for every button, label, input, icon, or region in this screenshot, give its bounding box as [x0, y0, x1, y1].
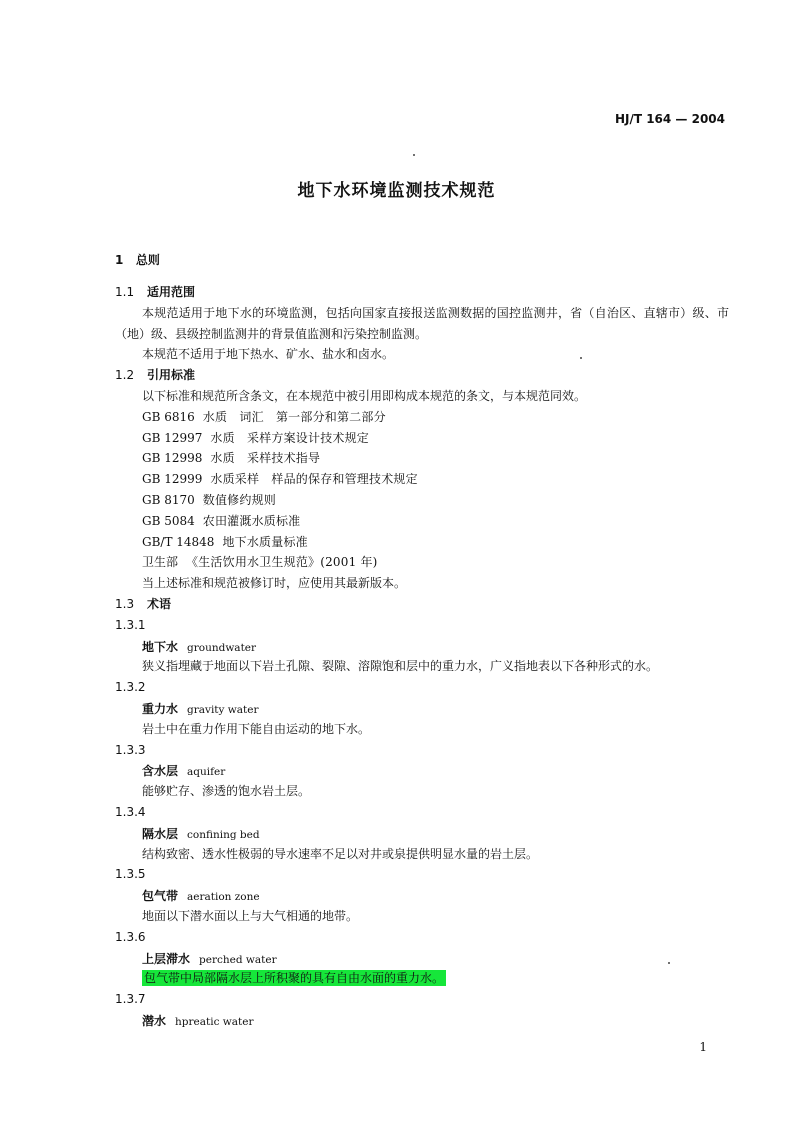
references-outro: 当上述标准和规范被修订时，应使用其最新版本。	[142, 576, 407, 591]
term-number: 1.3.4	[115, 804, 146, 819]
scan-speck	[668, 962, 670, 964]
reference-item: GB/T 14848 地下水质量标准	[142, 534, 308, 549]
term-heading: 重力水 gravity water	[142, 701, 259, 716]
term-heading: 地下水 groundwater	[142, 639, 257, 654]
chapter-number: 1	[115, 253, 124, 267]
reference-item: GB 5084 农田灌溉水质标准	[142, 513, 301, 528]
standard-code: HJ/T 164 — 2004	[614, 112, 725, 126]
term-heading: 上层滞水 perched water	[142, 951, 277, 966]
term-definition: 地面以下潜水面以上与大气相通的地带。	[142, 908, 359, 923]
term-number: 1.3.3	[115, 742, 146, 757]
term-definition: 结构致密、透水性极弱的导水速率不足以对井或泉提供明显水量的岩土层。	[142, 846, 539, 861]
term-number: 1.3.5	[115, 867, 146, 882]
section-heading-1-3: 1.3 术语	[115, 596, 172, 611]
reference-item: GB 8170 数值修约规则	[142, 492, 276, 507]
section-heading-1-1: 1.1 适用范围	[115, 285, 196, 299]
references-intro: 以下标准和规范所含条文，在本规范中被引用即构成本规范的条文，与本规范同效。	[142, 388, 587, 403]
term-number: 1.3.1	[115, 617, 146, 632]
chapter-heading	[115, 251, 160, 268]
term-heading: 潜水 hpreatic water	[142, 1013, 254, 1028]
section-heading-1-2: 1.2 引用标准	[115, 368, 196, 383]
reference-item: GB 12999 水质采样 样品的保存和管理技术规定	[142, 472, 418, 487]
term-number: 1.3.6	[115, 929, 146, 944]
term-definition: 岩土中在重力作用下能自由运动的地下水。	[142, 721, 371, 736]
term-heading: 含水层 aquifer	[142, 764, 226, 779]
term-definition: 狭义指埋藏于地面以下岩土孔隙、裂隙、溶隙饱和层中的重力水，广义指地表以下各种形式的水。	[142, 659, 659, 674]
reference-item: GB 12997 水质 采样方案设计技术规定	[142, 430, 370, 445]
section-body	[115, 282, 729, 1031]
term-definition: 能够贮存、渗透的饱水岩土层。	[142, 784, 311, 799]
scope-paragraph: 本规范适用于地下水的环境监测，包括向国家直接报送监测数据的国控监测井，省（自治区、直辖市）级、市（地）级、县级控制监测井的背景值监测和污染控制监测。	[115, 305, 729, 341]
page-title: 地下水环境监测技术规范	[297, 181, 496, 201]
term-heading: 包气带 aeration zone	[142, 889, 260, 904]
page-number: 1	[699, 1040, 707, 1054]
reference-item: 卫生部 《生活饮用水卫生规范》(2001 年)	[142, 555, 378, 570]
reference-item: GB 12998 水质 采样技术指导	[142, 451, 321, 466]
term-number: 1.3.2	[115, 680, 146, 695]
scan-speck	[413, 154, 415, 156]
chapter-label: 总则	[135, 253, 160, 267]
scan-speck	[580, 357, 582, 359]
text-highlight[interactable]: 包气带中局部隔水层上所积聚的具有自由水面的重力水。	[144, 971, 445, 986]
term-number: 1.3.7	[115, 992, 146, 1007]
reference-item: GB 6816 水质 词汇 第一部分和第二部分	[142, 409, 386, 424]
term-definition-highlighted	[115, 968, 729, 989]
term-heading: 隔水层 confining bed	[142, 826, 260, 841]
scope-exclusion: 本规范不适用于地下热水、矿水、盐水和卤水。	[142, 347, 395, 362]
